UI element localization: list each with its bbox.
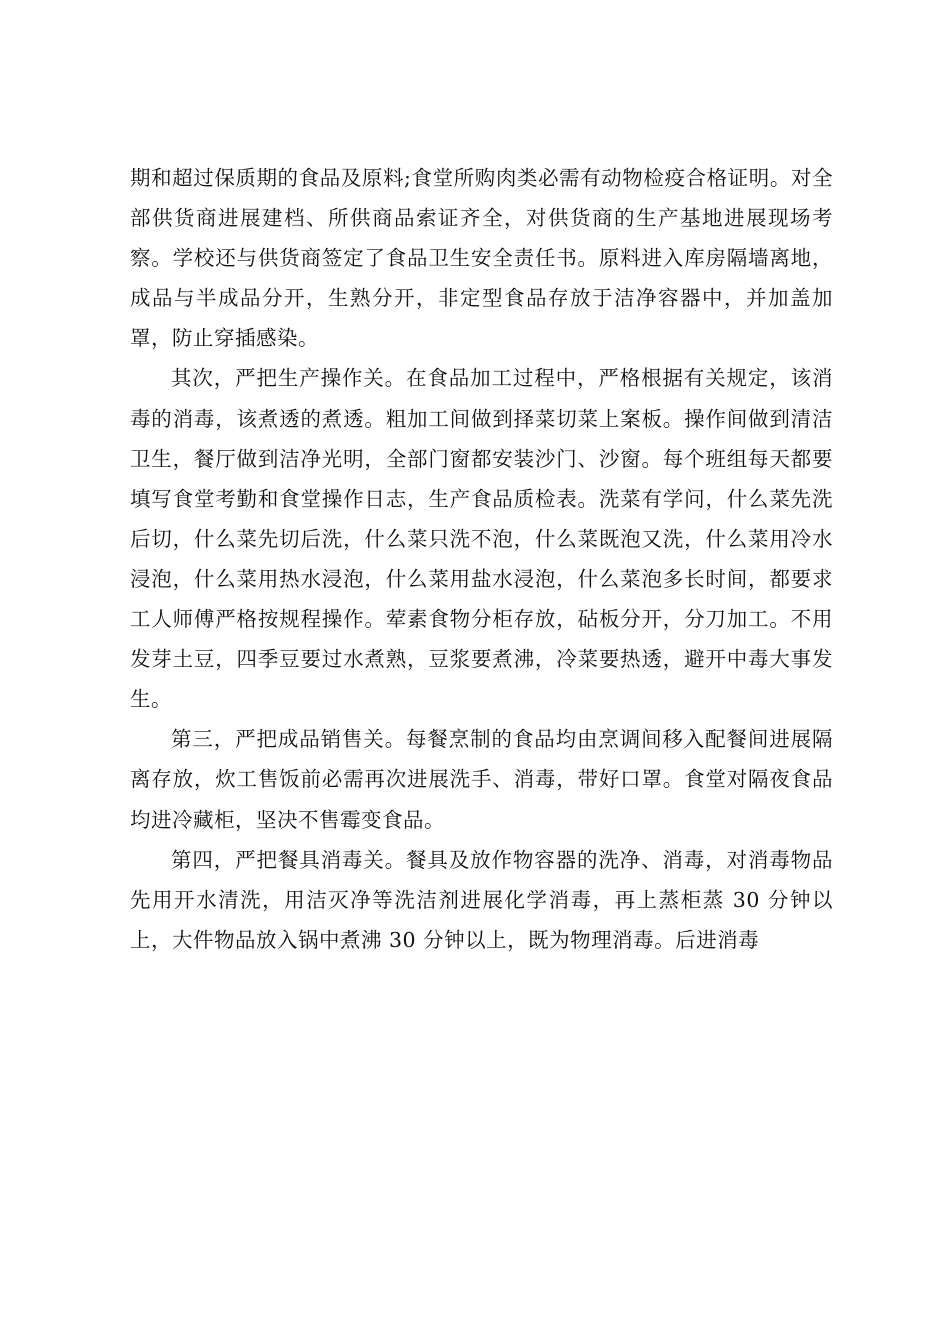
paragraph-1: 期和超过保质期的食品及原料;食堂所购肉类必需有动物检疫合格证明。对全部供货商进展建档、所供商品索证齐全，对供货商的生产基地进展现场考察。学校还与供货商签定了食品卫生安全责任书。原料进入库房隔墙离地，成品与半成品分开，生熟分开，非定型食品存放于洁净容器中，并加盖加罩，防止穿插感染。 [130, 166, 833, 351]
paragraph-3: 第三，严把成品销售关。每餐烹制的食品均由烹调间移入配餐间进展隔离存放，炊工售饭前必需再次进展洗手、消毒，带好口罩。食堂对隔夜食品均进冷藏柜，坚决不售霉变食品。 [130, 727, 833, 832]
document-body [130, 158, 833, 960]
paragraph-4: 第四，严把餐具消毒关。餐具及放作物容器的洗净、消毒，对消毒物品先用开水清洗，用洁灭净等洗洁剂进展化学消毒，再上蒸柜蒸 30 分钟以上，大件物品放入锅中煮沸 30 分钟以上，既为物理消毒。后进消毒 [130, 847, 833, 952]
paragraph-2: 其次，严把生产操作关。在食品加工过程中，严格根据有关规定，该消毒的消毒，该煮透的煮透。粗加工间做到择菜切菜上案板。操作间做到清洁卫生，餐厅做到洁净光明，全部门窗都安装沙门、沙窗。每个班组每天都要填写食堂考勤和食堂操作日志，生产食品质检表。洗菜有学问，什么菜先洗后切，什么菜先切后洗，什么菜只洗不泡，什么菜既泡又洗，什么菜用冷水浸泡，什么菜用热水浸泡，什么菜用盐水浸泡，什么菜泡多长时间，都要求工人师傅严格按规程操作。荤素食物分柜存放，砧板分开，分刀加工。不用发芽土豆，四季豆要过水煮熟，豆浆要煮沸，冷菜要热透，避开中毒大事发生。 [130, 366, 833, 712]
